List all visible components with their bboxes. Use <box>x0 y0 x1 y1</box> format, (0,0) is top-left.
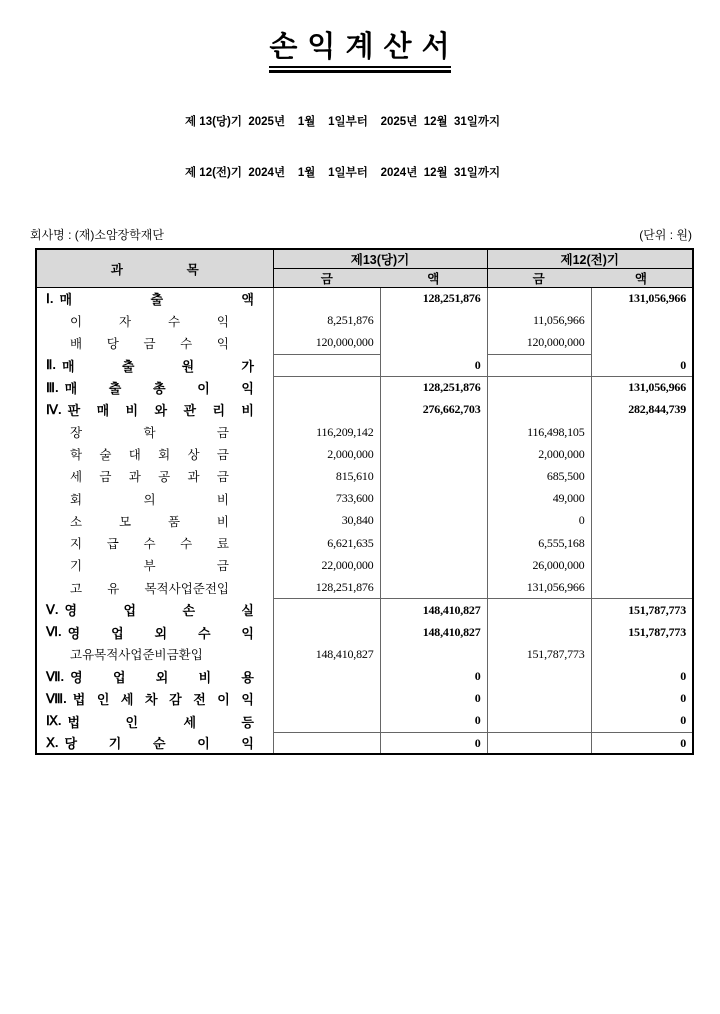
account-label-segment: 세 <box>70 470 83 485</box>
account-label-segment: 학 <box>70 448 83 463</box>
amount-cell <box>380 488 487 510</box>
amount-header-char: 액 <box>427 272 440 286</box>
account-label-segment: 손 <box>182 603 196 619</box>
amount-cell <box>591 532 693 554</box>
amount-cell <box>273 732 380 754</box>
account-cell <box>36 532 273 554</box>
account-label-segment: 과 <box>187 470 200 485</box>
account-label-segment: 당 <box>106 337 119 352</box>
amount-cell <box>273 399 380 421</box>
account-label-segment: 이 <box>70 314 83 329</box>
account-label-segment: 원 <box>181 358 195 374</box>
account-cell <box>36 510 273 532</box>
amount-cell <box>591 577 693 599</box>
account-label-segment: 비 <box>241 403 254 419</box>
table-row <box>36 532 693 554</box>
amount-cell <box>591 488 693 510</box>
account-label-segment: 배 <box>70 337 83 352</box>
roman-numeral: Ⅲ. <box>46 379 59 395</box>
account-label-segment: 비 <box>216 514 229 529</box>
account-cell <box>36 399 273 421</box>
amount-cell: 116,498,105 <box>487 421 591 443</box>
table-body <box>36 288 693 755</box>
account-cell <box>36 554 273 576</box>
account-label-segment: 목적사업준전입 <box>144 581 229 596</box>
amount-cell: 0 <box>591 354 693 376</box>
account-label-segment: 인 <box>96 692 110 708</box>
account-label-segment: 학 <box>143 426 156 441</box>
account-label-segment: 익 <box>241 381 254 397</box>
roman-numeral: Ⅷ. <box>46 690 67 706</box>
table-row <box>36 399 693 421</box>
amount-cell <box>591 510 693 532</box>
account-label-segment: 기 <box>70 559 83 574</box>
amount-cell <box>591 310 693 332</box>
account-label-segment: 업 <box>112 670 126 686</box>
account-label-segment: 매 <box>96 403 110 419</box>
amount-cell <box>591 421 693 443</box>
amount-header-char: 액 <box>634 272 647 286</box>
account-label-segment: 급 <box>106 537 119 552</box>
table-row <box>36 376 693 398</box>
amount-cell: 49,000 <box>487 488 591 510</box>
amount-cell: 11,056,966 <box>487 310 591 332</box>
account-label-segment: 법 <box>72 692 86 708</box>
amount-cell <box>591 332 693 354</box>
period-lines <box>185 80 720 216</box>
table-row <box>36 554 693 576</box>
account-label-segment: 출 <box>150 292 163 308</box>
title-underline-thin <box>269 66 450 68</box>
account-label-segment: 수 <box>197 625 211 641</box>
account-label-segment: 상 <box>187 448 200 463</box>
account-label-segment: 이 <box>217 692 230 708</box>
table-row <box>36 443 693 465</box>
table-row <box>36 599 693 621</box>
amount-cell: 148,410,827 <box>380 599 487 621</box>
roman-numeral: Ⅰ. <box>46 290 54 306</box>
table-row <box>36 488 693 510</box>
page-title: 손 익 계 산 서 <box>269 31 451 63</box>
account-label-segment: 이 <box>197 736 210 752</box>
account-label-segment: 판 <box>67 403 81 419</box>
account-label-segment: 전 <box>193 692 206 708</box>
title-underline-thick <box>269 70 450 73</box>
account-label-segment: 익 <box>216 337 229 352</box>
amount-cell <box>487 288 591 310</box>
amount-cell <box>273 665 380 687</box>
account-label-segment: 지 <box>70 537 83 552</box>
amount-cell: 685,500 <box>487 465 591 487</box>
amount-cell <box>380 532 487 554</box>
account-label-segment: 영 <box>64 603 78 619</box>
account-label-segment: 의 <box>143 492 156 507</box>
account-cell <box>36 443 273 465</box>
amount-cell: 2,000,000 <box>273 443 380 465</box>
amount-cell <box>380 421 487 443</box>
account-label-segment: 금 <box>216 448 229 463</box>
roman-numeral: Ⅵ. <box>46 624 62 640</box>
account-cell <box>36 732 273 754</box>
amount-header-char: 금 <box>320 272 333 286</box>
account-label-segment: 수 <box>143 537 156 552</box>
account-label-segment: 대 <box>128 448 141 463</box>
account-label-segment: 가 <box>241 358 254 374</box>
account-label-segment: 고 <box>70 581 83 596</box>
amount-cell: 8,251,876 <box>273 310 380 332</box>
account-label-segment: 업 <box>123 603 137 619</box>
amount-cell: 2,000,000 <box>487 443 591 465</box>
income-statement-table <box>35 248 694 755</box>
amount-cell: 0 <box>380 732 487 754</box>
amount-cell <box>380 310 487 332</box>
account-label-segment: 비 <box>216 492 229 507</box>
account-label-segment: 와 <box>154 403 168 419</box>
amount-cell: 282,844,739 <box>628 402 686 417</box>
amount-cell: 151,787,773 <box>628 602 686 617</box>
account-label-segment: 출 <box>108 381 122 397</box>
account-cell <box>36 421 273 443</box>
account-label-segment: 료 <box>216 537 229 552</box>
table-row <box>36 288 693 310</box>
amount-cell <box>380 443 487 465</box>
account-label-segment: 매 <box>59 292 73 308</box>
amount-cell <box>591 554 693 576</box>
account-label-segment: 업 <box>111 625 124 641</box>
account-label-segment: 익 <box>241 625 254 641</box>
account-label-segment: 자 <box>118 314 132 329</box>
account-label-segment: 회 <box>158 448 171 463</box>
amount-cell <box>380 577 487 599</box>
amount-cell: 30,840 <box>273 510 380 532</box>
table-row <box>36 732 693 754</box>
account-label-segment: 회 <box>70 492 83 507</box>
amount-header-char: 금 <box>532 272 545 286</box>
roman-numeral: Ⅸ. <box>46 713 62 729</box>
account-label-segment: 당 <box>64 736 78 752</box>
period-current-header: 제13(당)기 <box>273 249 487 269</box>
amount-header-current <box>273 269 487 288</box>
unit-label: (단위 : 원) <box>639 228 692 242</box>
amount-cell: 120,000,000 <box>487 332 591 354</box>
amount-cell: 128,251,876 <box>273 577 380 599</box>
table-row <box>36 577 693 599</box>
amount-cell <box>273 354 380 376</box>
amount-cell <box>273 288 380 310</box>
account-cell <box>36 621 273 643</box>
account-cell <box>36 665 273 687</box>
account-label-segment: 금 <box>216 559 229 574</box>
account-cell <box>36 332 273 354</box>
amount-cell <box>487 710 591 732</box>
account-cell <box>36 643 273 665</box>
amount-cell <box>487 732 591 754</box>
account-label-segment: 익 <box>241 736 254 752</box>
account-cell <box>36 488 273 510</box>
amount-cell: 815,610 <box>273 465 380 487</box>
account-cell <box>36 465 273 487</box>
account-label-segment: 외 <box>155 670 169 686</box>
account-cell <box>36 310 273 332</box>
account-label-segment: 공 <box>158 470 171 485</box>
account-cell <box>36 288 273 310</box>
amount-cell <box>487 665 591 687</box>
amount-cell <box>273 688 380 710</box>
amount-cell: 733,600 <box>273 488 380 510</box>
amount-cell: 22,000,000 <box>273 554 380 576</box>
amount-cell: 131,056,966 <box>487 577 591 599</box>
amount-cell <box>591 643 693 665</box>
account-label-segment: 등 <box>241 714 254 730</box>
table-row <box>36 688 693 710</box>
account-label-segment: 외 <box>154 625 168 641</box>
account-label-segment: 수 <box>167 314 181 329</box>
account-label-segment: 과 <box>128 470 141 485</box>
account-label-segment: 출 <box>121 358 135 374</box>
amount-cell <box>487 621 591 643</box>
account-cell <box>36 354 273 376</box>
table-row <box>36 465 693 487</box>
title-block <box>0 0 720 73</box>
amount-cell: 131,056,966 <box>628 380 686 395</box>
roman-numeral: Ⅹ. <box>46 734 59 750</box>
account-label-segment: 인 <box>125 714 139 730</box>
amount-cell: 151,787,773 <box>628 624 686 639</box>
account-label-segment: 관 <box>183 403 197 419</box>
account-label-segment: 금 <box>216 470 229 485</box>
table-header <box>36 249 693 288</box>
table-row <box>36 710 693 732</box>
amount-cell <box>273 710 380 732</box>
period-line-current: 제 13(당)기 2025년 1월 1일부터 2025년 12월 31일까지 <box>185 116 501 128</box>
amount-cell: 0 <box>680 691 686 706</box>
amount-cell: 128,251,876 <box>380 376 487 398</box>
amount-cell <box>273 621 380 643</box>
amount-cell <box>487 399 591 421</box>
account-label-segment: 차 <box>145 692 158 708</box>
account-label-segment: 부 <box>143 559 156 574</box>
account-label-segment: 세 <box>120 692 134 708</box>
period-line-prior: 제 12(전)기 2024년 1월 1일부터 2024년 12월 31일까지 <box>185 167 501 179</box>
amount-cell: 151,787,773 <box>487 643 591 665</box>
account-label-segment: 영 <box>67 625 81 641</box>
amount-cell: 0 <box>591 710 693 732</box>
amount-cell <box>487 688 591 710</box>
account-label-segment: 비 <box>198 670 212 686</box>
account-label-segment: 금 <box>143 337 156 352</box>
account-label-segment: 세 <box>183 714 197 730</box>
account-label-segment: 용 <box>241 670 254 686</box>
amount-cell: 6,621,635 <box>273 532 380 554</box>
amount-cell: 0 <box>380 688 487 710</box>
account-label-segment: 리 <box>212 403 226 419</box>
amount-cell: 0 <box>680 735 686 750</box>
amount-cell: 148,410,827 <box>380 621 487 643</box>
account-label-segment: 유 <box>107 581 120 596</box>
account-label-segment: 품 <box>167 514 181 529</box>
amount-cell <box>380 643 487 665</box>
amount-cell: 0 <box>680 669 686 684</box>
account-label-segment: 고유목적사업준비금환입 <box>70 648 203 663</box>
amount-cell <box>591 465 693 487</box>
amount-cell <box>273 599 380 621</box>
amount-cell: 276,662,703 <box>380 399 487 421</box>
account-label-segment: 액 <box>241 292 254 308</box>
amount-cell <box>591 443 693 465</box>
amount-cell <box>487 376 591 398</box>
table-row <box>36 621 693 643</box>
amount-cell <box>380 510 487 532</box>
account-label-segment: 술 <box>99 448 112 463</box>
account-label-segment: 매 <box>62 358 75 374</box>
table-row <box>36 354 693 376</box>
account-cell <box>36 688 273 710</box>
table-row <box>36 665 693 687</box>
account-label-segment: 장 <box>70 426 83 441</box>
meta-row <box>0 226 720 243</box>
table-row <box>36 510 693 532</box>
period-prior-header: 제12(전)기 <box>487 249 693 269</box>
account-header-char: 목 <box>186 262 199 277</box>
company-name: 회사명 : (재)소암장학재단 <box>30 228 164 242</box>
account-cell <box>36 376 273 398</box>
roman-numeral: Ⅳ. <box>46 401 62 417</box>
account-label-segment: 순 <box>152 736 166 752</box>
account-label-segment: 비 <box>125 403 139 419</box>
account-cell <box>36 710 273 732</box>
roman-numeral: Ⅱ. <box>46 357 57 373</box>
amount-cell: 0 <box>380 665 487 687</box>
account-label-segment: 수 <box>180 537 193 552</box>
amount-header-prior <box>487 269 693 288</box>
table-row <box>36 421 693 443</box>
account-label-segment: 매 <box>64 381 78 397</box>
amount-cell: 6,555,168 <box>487 532 591 554</box>
roman-numeral: Ⅴ. <box>46 601 59 617</box>
amount-cell <box>273 376 380 398</box>
table-row <box>36 643 693 665</box>
account-label-segment: 법 <box>67 714 81 730</box>
amount-cell: 0 <box>380 354 487 376</box>
account-label-segment: 기 <box>108 736 122 752</box>
account-label-segment: 감 <box>169 692 182 708</box>
amount-cell <box>380 554 487 576</box>
amount-cell: 128,251,876 <box>380 288 487 310</box>
account-label-segment: 수 <box>180 337 193 352</box>
roman-numeral: Ⅶ. <box>46 668 65 684</box>
account-label-segment: 모 <box>118 514 132 529</box>
account-label-segment: 소 <box>70 514 83 529</box>
amount-cell <box>380 332 487 354</box>
account-label-segment: 익 <box>216 314 229 329</box>
account-label-segment: 영 <box>70 670 83 686</box>
account-cell <box>36 577 273 599</box>
account-label-segment: 실 <box>241 603 254 619</box>
amount-cell: 131,056,966 <box>628 291 686 306</box>
amount-cell <box>487 599 591 621</box>
amount-cell: 0 <box>487 510 591 532</box>
account-header-char: 과 <box>110 262 123 277</box>
account-label-segment: 익 <box>241 692 254 708</box>
amount-cell: 26,000,000 <box>487 554 591 576</box>
account-column-header <box>36 249 273 288</box>
amount-cell: 116,209,142 <box>273 421 380 443</box>
account-cell <box>36 599 273 621</box>
amount-cell: 120,000,000 <box>273 332 380 354</box>
account-label-segment: 금 <box>216 426 229 441</box>
account-label-segment: 총 <box>152 381 166 397</box>
amount-cell: 0 <box>380 710 487 732</box>
amount-cell: 148,410,827 <box>273 643 380 665</box>
table-row <box>36 310 693 332</box>
amount-cell <box>487 354 591 376</box>
amount-cell <box>380 465 487 487</box>
account-label-segment: 금 <box>99 470 112 485</box>
account-label-segment: 이 <box>197 381 210 397</box>
table-row <box>36 332 693 354</box>
